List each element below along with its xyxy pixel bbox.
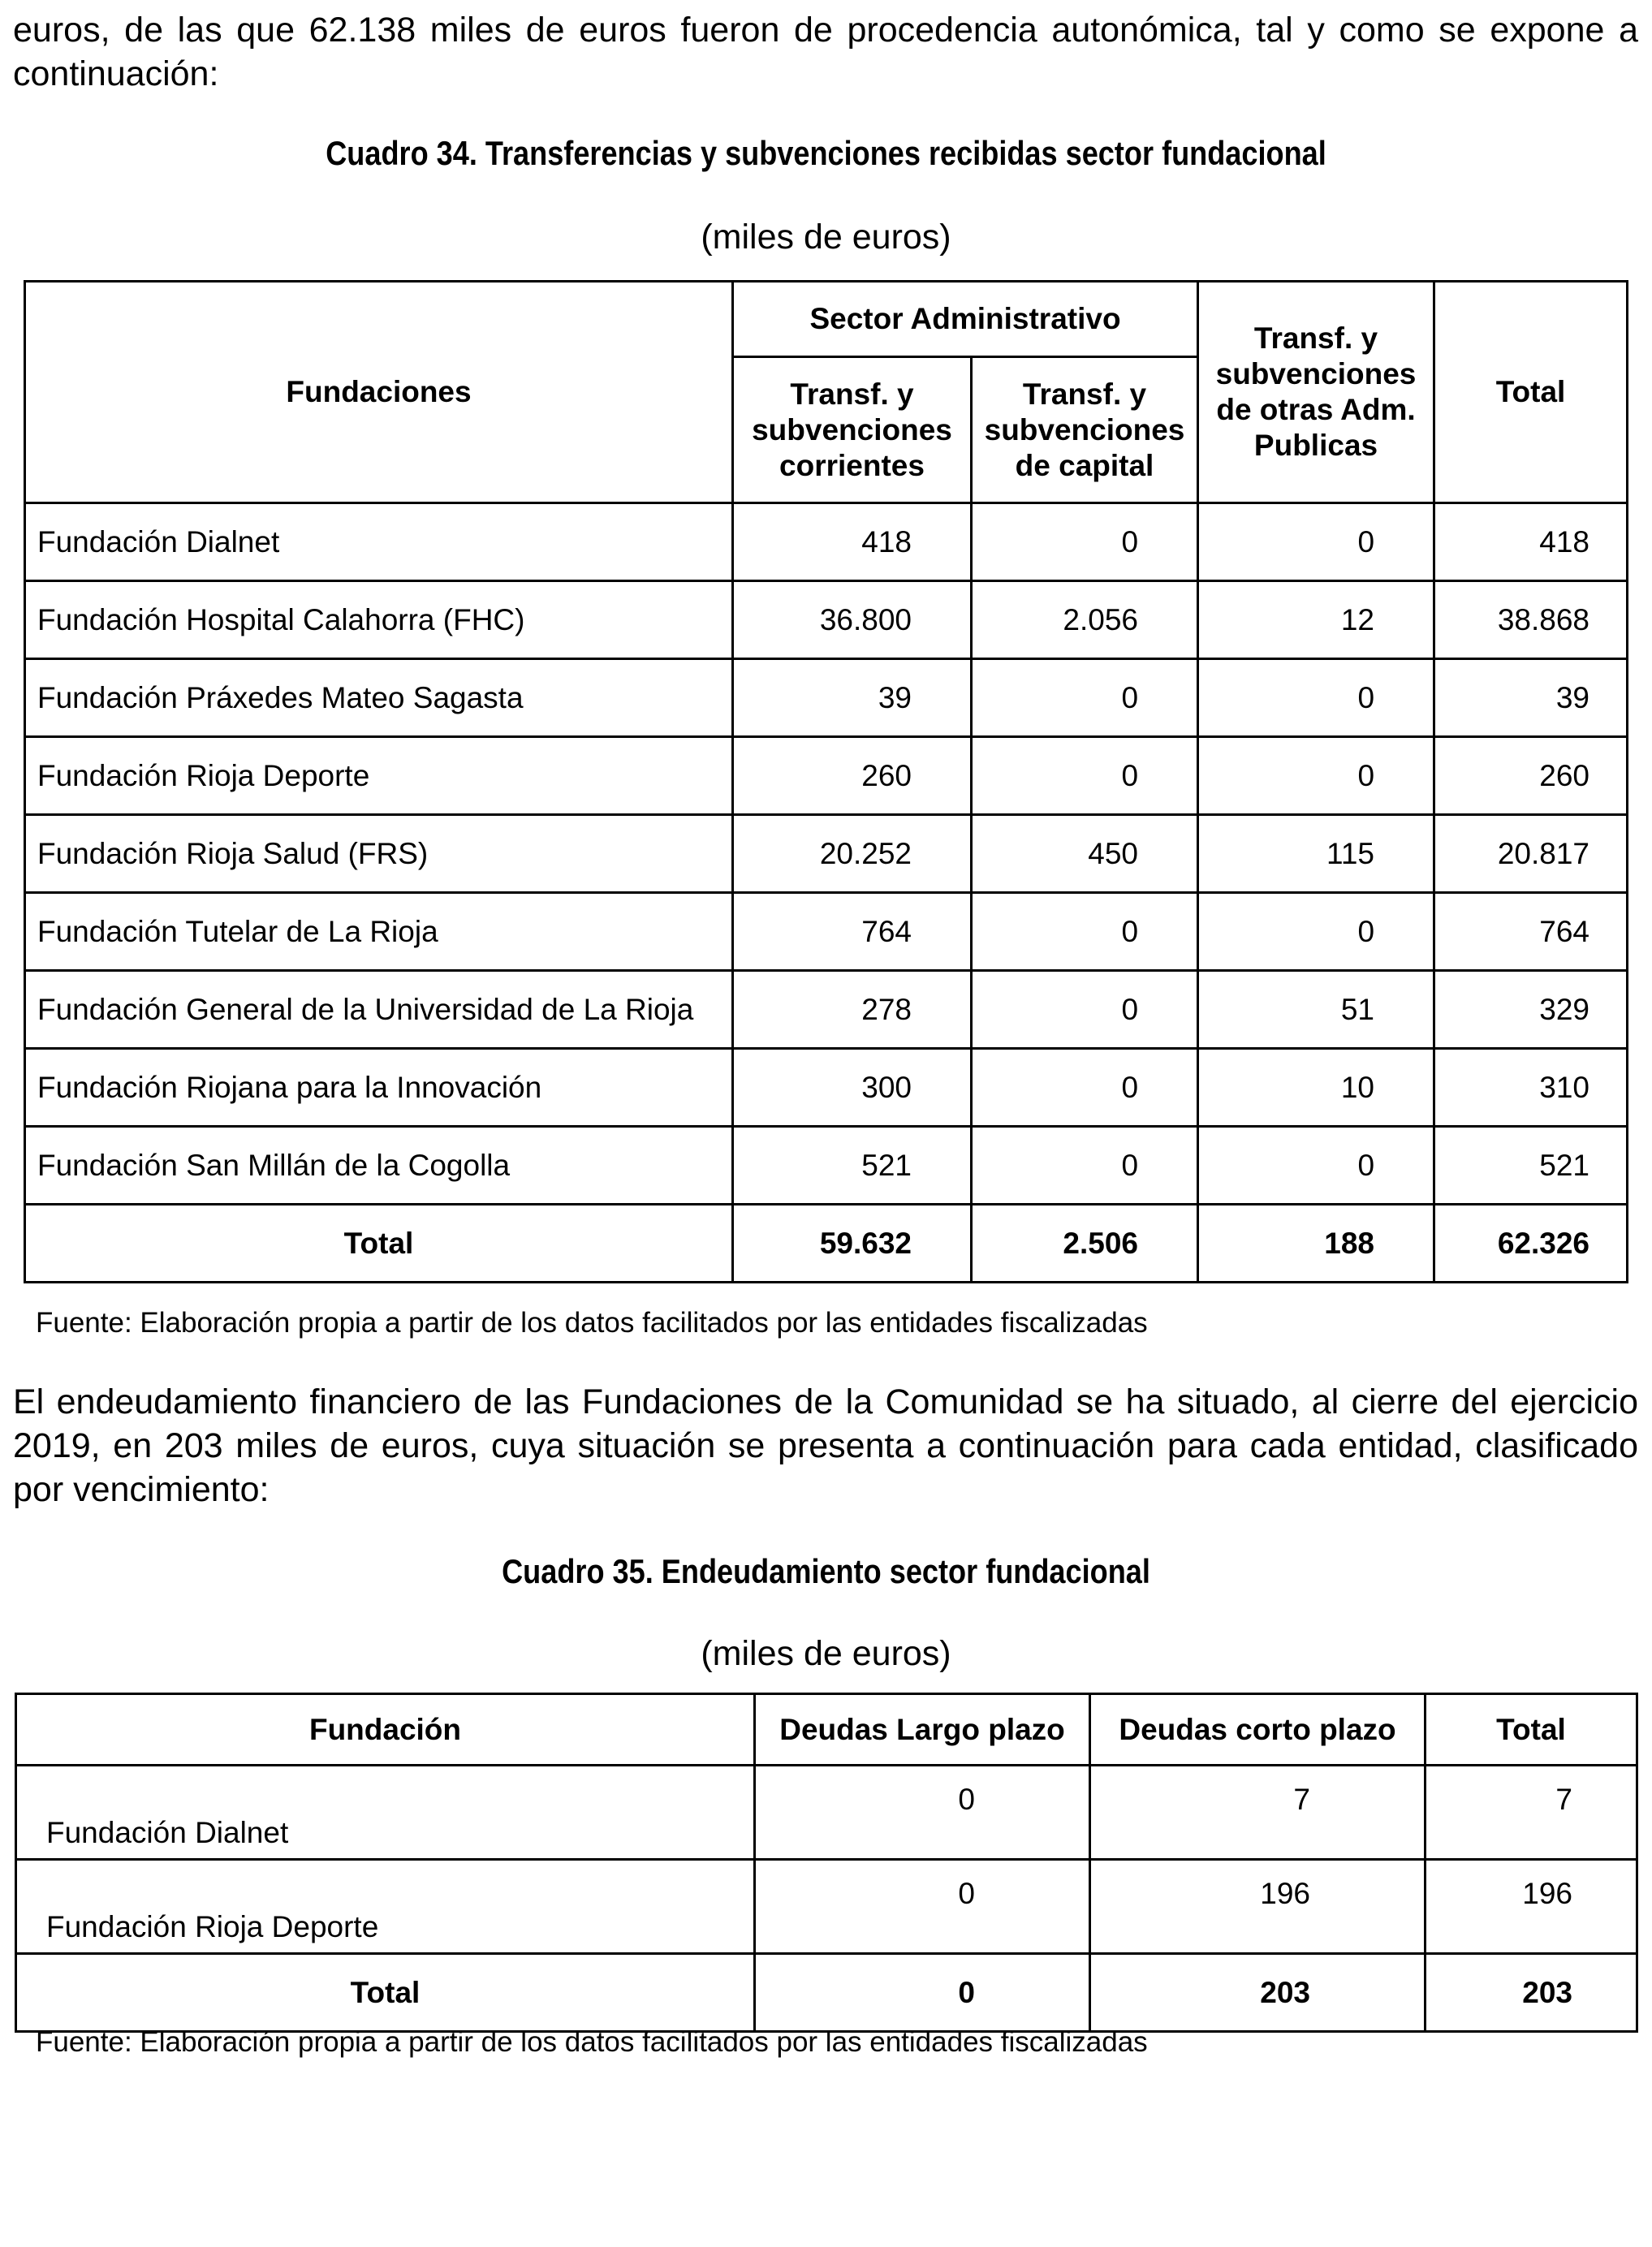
total-capital: 2.506 [972,1205,1198,1283]
header-fundaciones: Fundaciones [25,282,733,503]
table-row [25,1127,1628,1205]
cuadro-35-table [15,1693,1638,2033]
fundacion-name: Fundación Hospital Calahorra (FHC) [25,581,733,659]
value-otras: 0 [1198,737,1434,815]
header-total: Total [1434,282,1628,503]
total-total: 203 [1426,1954,1637,2032]
value-corrientes: 260 [733,737,972,815]
header-total: Total [1426,1694,1637,1766]
value-otras: 0 [1198,503,1434,581]
value-otras: 0 [1198,893,1434,971]
table-row [16,1860,1637,1954]
value-largo-plazo: 0 [755,1860,1090,1954]
value-total: 418 [1434,503,1628,581]
table-row [25,581,1628,659]
value-corrientes: 36.800 [733,581,972,659]
value-total: 39 [1434,659,1628,737]
value-otras: 12 [1198,581,1434,659]
cuadro-34-source: Fuente: Elaboración propia a partir de los datos facilitados por las entidades fiscalizadas [36,1307,1148,1339]
cuadro-34-title: Cuadro 34. Transferencias y subvenciones recibidas sector fundacional [326,134,1326,172]
fundacion-name: Fundación Práxedes Mateo Sagasta [25,659,733,737]
cuadro-35-title: Cuadro 35. Endeudamiento sector fundacional [502,1552,1150,1590]
total-corto-plazo: 203 [1090,1954,1426,2032]
value-capital: 450 [972,815,1198,893]
value-corto-plazo: 196 [1090,1860,1426,1954]
value-corto-plazo: 7 [1090,1766,1426,1860]
fundacion-name: Fundación Dialnet [25,503,733,581]
value-largo-plazo: 0 [755,1766,1090,1860]
value-total: 38.868 [1434,581,1628,659]
value-capital: 0 [972,737,1198,815]
cuadro-34-table [24,280,1628,1283]
total-total: 62.326 [1434,1205,1628,1283]
table-row [16,1766,1637,1860]
value-capital: 0 [972,1127,1198,1205]
fundacion-name: Fundación San Millán de la Cogolla [25,1127,733,1205]
value-otras: 0 [1198,659,1434,737]
fundacion-name: Fundación Rioja Salud (FRS) [25,815,733,893]
total-corrientes: 59.632 [733,1205,972,1283]
value-otras: 51 [1198,971,1434,1049]
value-capital: 0 [972,503,1198,581]
value-corrientes: 764 [733,893,972,971]
value-capital: 0 [972,893,1198,971]
value-corrientes: 300 [733,1049,972,1127]
cuadro-34-unit: (miles de euros) [701,218,951,257]
header-capital: Transf. y subvenciones de capital [972,357,1198,503]
total-otras: 188 [1198,1205,1434,1283]
total-label: Total [16,1954,755,2032]
table-row [25,737,1628,815]
table-row [25,971,1628,1049]
value-total: 310 [1434,1049,1628,1127]
value-total: 260 [1434,737,1628,815]
header-sector-administrativo: Sector Administrativo [733,282,1198,357]
intro-paragraph: euros, de las que 62.138 miles de euros fueron de procedencia autonómica, tal y como se expone a continuación: [13,11,1638,93]
total-row [25,1205,1628,1283]
fundacion-name: Fundación Tutelar de La Rioja [25,893,733,971]
fundacion-name: Fundación Rioja Deporte [16,1860,755,1954]
value-otras: 10 [1198,1049,1434,1127]
table-row [25,659,1628,737]
value-corrientes: 278 [733,971,972,1049]
value-total: 521 [1434,1127,1628,1205]
header-corto-plazo: Deudas corto plazo [1090,1694,1426,1766]
value-total: 329 [1434,971,1628,1049]
header-largo-plazo: Deudas Largo plazo [755,1694,1090,1766]
table-row [25,893,1628,971]
total-row [16,1954,1637,2032]
value-capital: 0 [972,1049,1198,1127]
cuadro-35-source: Fuente: Elaboración propia a partir de los datos facilitados por las entidades fiscalizadas [36,2026,1148,2058]
header-otras-adm: Transf. y subvenciones de otras Adm. Publicas [1198,282,1434,503]
fundacion-name: Fundación Dialnet [16,1766,755,1860]
value-otras: 0 [1198,1127,1434,1205]
table-row [25,815,1628,893]
value-corrientes: 521 [733,1127,972,1205]
cuadro-35-unit: (miles de euros) [701,1634,951,1673]
table-row [25,1049,1628,1127]
value-otras: 115 [1198,815,1434,893]
value-total: 20.817 [1434,815,1628,893]
fundacion-name: Fundación Riojana para la Innovación [25,1049,733,1127]
table-row [25,503,1628,581]
value-capital: 0 [972,659,1198,737]
value-corrientes: 39 [733,659,972,737]
value-total: 7 [1426,1766,1637,1860]
value-total: 764 [1434,893,1628,971]
fundacion-name: Fundación General de la Universidad de La Rioja [25,971,733,1049]
value-capital: 2.056 [972,581,1198,659]
value-corrientes: 20.252 [733,815,972,893]
total-label: Total [25,1205,733,1283]
value-corrientes: 418 [733,503,972,581]
fundacion-name: Fundación Rioja Deporte [25,737,733,815]
value-total: 196 [1426,1860,1637,1954]
total-largo-plazo: 0 [755,1954,1090,2032]
header-corrientes: Transf. y subvenciones corrientes [733,357,972,503]
middle-paragraph: El endeudamiento financiero de las Fundaciones de la Comunidad se ha situado, al cierre del ejercicio 2019, en 203 miles de euros, cuya situación se presenta a continuación para cada entidad, clasificado por vencimiento: [13,1382,1638,1509]
header-fundacion: Fundación [16,1694,755,1766]
value-capital: 0 [972,971,1198,1049]
